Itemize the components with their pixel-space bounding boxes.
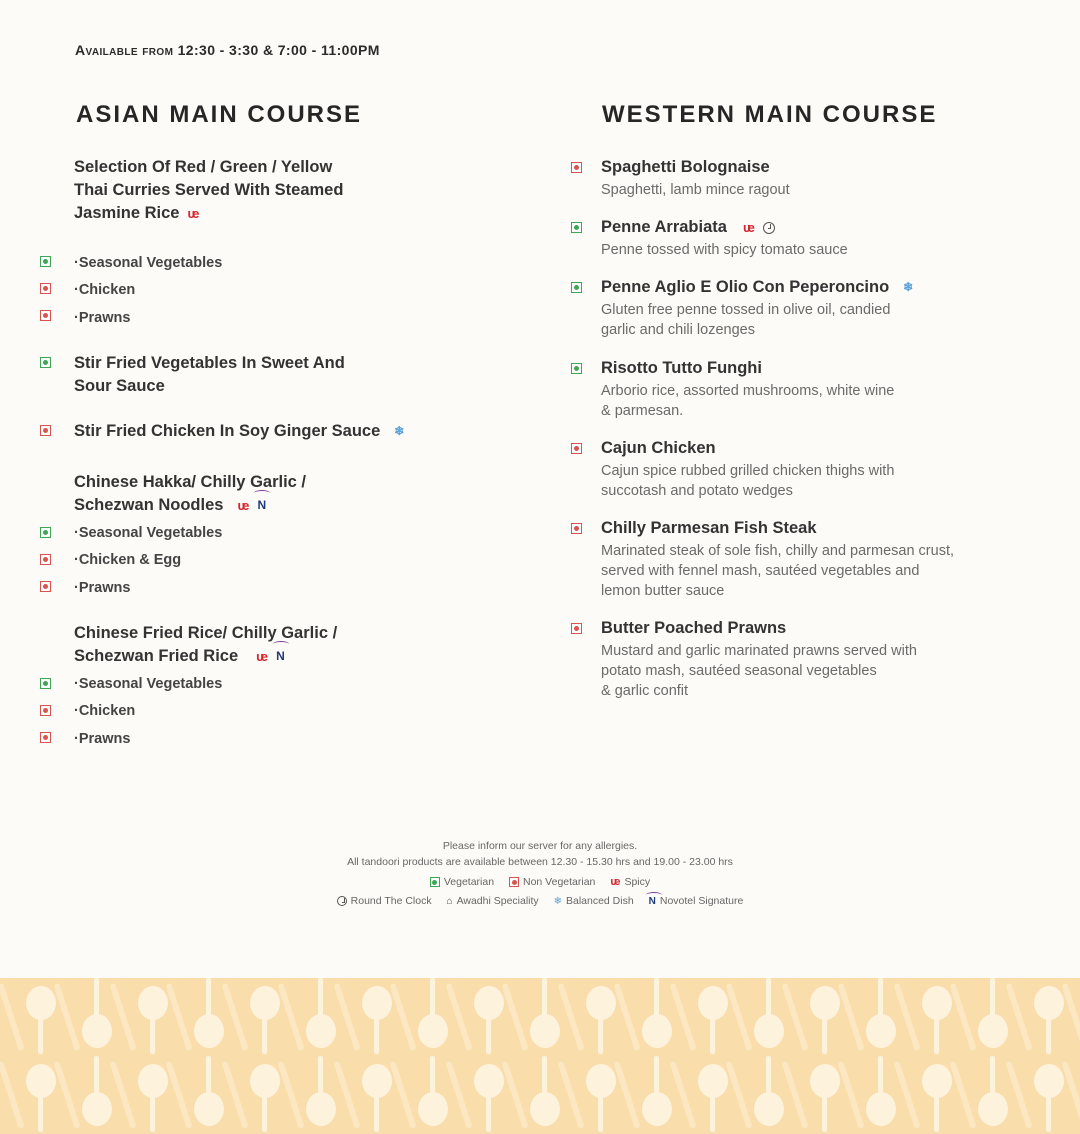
dish-noodles: [74, 471, 306, 517]
dish-name: Sour Sauce: [74, 377, 165, 395]
spicy-icon: ᵫ: [610, 876, 621, 889]
spoon-head: [474, 1064, 504, 1098]
legend-spicy: [610, 876, 650, 888]
pattern-streak: [781, 983, 808, 1051]
spoon-head: [586, 986, 616, 1020]
pattern-streak: [725, 983, 752, 1051]
spoon-head: [362, 1064, 392, 1098]
pattern-streak: [501, 983, 528, 1051]
pattern-streak: [221, 983, 248, 1051]
non-veg-mark: [40, 283, 51, 294]
legend-awadhi: [447, 895, 539, 907]
non-veg-mark: [40, 425, 51, 436]
pattern-streak: [837, 1061, 864, 1129]
dish-fish-steak: [601, 517, 954, 601]
dish-spaghetti-bolognaise: [601, 156, 790, 200]
spoon-head: [698, 986, 728, 1020]
pattern-streak: [389, 983, 416, 1051]
spoon-head: [810, 986, 840, 1020]
spoon-head: [642, 1014, 672, 1048]
dish-butter-poached-prawns: [601, 617, 917, 701]
legend-row-1: [0, 876, 1080, 888]
dish-description: lemon butter sauce: [601, 583, 725, 599]
novotel-signature-icon: N: [648, 895, 656, 907]
dish-description: succotash and potato wedges: [601, 483, 793, 499]
pattern-streak: [445, 983, 472, 1051]
legend-label: Vegetarian: [443, 876, 495, 889]
decorative-spoon-pattern: [0, 978, 1080, 1134]
legend-label: Novotel Signature: [659, 895, 744, 908]
list-item: ·Prawns: [74, 731, 131, 747]
non-veg-mark: [40, 310, 51, 321]
pattern-streak: [0, 983, 25, 1051]
spoon-head: [306, 1014, 336, 1048]
pattern-streak: [333, 983, 360, 1051]
legend-veg: [430, 876, 494, 888]
spoon-head: [754, 1092, 784, 1126]
non-veg-mark: [509, 877, 519, 887]
pattern-streak: [949, 983, 976, 1051]
dish-name: Selection Of Red / Green / Yellow: [74, 158, 333, 176]
spoon-head: [138, 986, 168, 1020]
non-veg-mark: [571, 162, 582, 173]
dish-name: Risotto Tutto Funghi: [601, 359, 762, 377]
dish-cajun-chicken: [601, 437, 894, 501]
dish-name: Chilly Parmesan Fish Steak: [601, 519, 817, 537]
availability-text: Available from 12:30 - 3:30 & 7:00 - 11:00PM: [75, 42, 380, 58]
dish-name: Thai Curries Served With Steamed: [74, 181, 344, 199]
dish-description: Cajun spice rubbed grilled chicken thighs with: [601, 463, 895, 479]
veg-mark: [40, 678, 51, 689]
spoon-head: [194, 1092, 224, 1126]
pattern-streak: [613, 983, 640, 1051]
spicy-icon: ᵫ: [256, 649, 269, 665]
spoon-head: [362, 986, 392, 1020]
balanced-icon: ❄: [553, 895, 562, 907]
list-item: ·Seasonal Vegetables: [74, 676, 223, 692]
spoon-head: [586, 1064, 616, 1098]
pattern-streak: [53, 1061, 80, 1129]
dish-name-part: Penne Aglio E Olio Con Peperoncino: [601, 278, 890, 296]
spoon-head: [530, 1014, 560, 1048]
spoon-head: [978, 1092, 1008, 1126]
dish-name: Stir Fried Vegetables In Sweet And: [74, 354, 345, 372]
pattern-streak: [557, 1061, 584, 1129]
dish-description: garlic and chili lozenges: [601, 322, 755, 339]
list-item: ·Chicken: [74, 282, 136, 298]
pattern-streak: [165, 983, 192, 1051]
pattern-streak: [389, 1061, 416, 1129]
pattern-streak: [1005, 1061, 1032, 1129]
dish-name-part: Jasmine Rice: [74, 204, 180, 222]
dish-description: Penne tossed with spicy tomato sauce: [601, 242, 848, 259]
dish-description: Spaghetti, lamb mince ragout: [601, 182, 790, 198]
pattern-streak: [1005, 983, 1032, 1051]
list-item: ·Prawns: [74, 580, 131, 596]
spoon-head: [866, 1014, 896, 1048]
dish-stir-fried-chicken: [74, 420, 404, 443]
dish-name: [74, 494, 306, 517]
spicy-icon: ᵫ: [742, 220, 755, 236]
pattern-streak: [53, 983, 80, 1051]
dish-stir-fried-vegetables: [74, 352, 345, 398]
spoon-head: [978, 1014, 1008, 1048]
pattern-streak: [781, 1061, 808, 1129]
legend-label: Round The Clock: [350, 895, 432, 908]
spoon-head: [418, 1092, 448, 1126]
asian-title: ASIAN MAIN COURSE: [76, 101, 363, 128]
pattern-streak: [837, 983, 864, 1051]
balanced-icon: ❄: [903, 280, 914, 295]
pattern-streak: [893, 983, 920, 1051]
legend-label: Balanced Dish: [565, 895, 634, 908]
pattern-streak: [613, 1061, 640, 1129]
non-veg-mark: [571, 443, 582, 454]
non-veg-mark: [40, 732, 51, 743]
dish-description: served with fennel mash, sautéed vegetables and: [601, 563, 920, 579]
pattern-streak: [669, 983, 696, 1051]
pattern-streak: [669, 1061, 696, 1129]
spoon-head: [26, 1064, 56, 1098]
spoon-head: [866, 1092, 896, 1126]
dish-name: Stir Fried Chicken In Soy Ginger Sauce: [74, 422, 381, 440]
dish-name: [601, 276, 913, 299]
dish-name-part: Schezwan Fried Rice: [74, 647, 239, 665]
pattern-streak: [109, 1061, 136, 1129]
dish-description: potato mash, sautéed seasonal vegetables: [601, 663, 877, 679]
list-item: ·Chicken & Egg: [74, 552, 182, 568]
spoon-head: [810, 1064, 840, 1098]
legend-label: Non Vegetarian: [523, 876, 596, 889]
pattern-streak: [949, 1061, 976, 1129]
dish-description: & parmesan.: [601, 403, 684, 419]
spoon-head: [250, 1064, 280, 1098]
pattern-streak: [725, 1061, 752, 1129]
legend-label: Awadhi Speciality: [456, 895, 539, 908]
spoon-head: [194, 1014, 224, 1048]
list-item: ·Seasonal Vegetables: [74, 525, 223, 541]
pattern-streak: [165, 1061, 192, 1129]
dish-penne-arrabiata: [601, 216, 848, 260]
tandoori-note: All tandoori products are available between 12.30 - 15.30 hrs and 19.00 - 23.00 hrs: [347, 856, 733, 868]
dish-name-part: Schezwan Noodles: [74, 496, 224, 514]
spoon-head: [1034, 1064, 1064, 1098]
dish-name: [601, 216, 848, 239]
pattern-streak: [1061, 1061, 1080, 1129]
non-veg-mark: [571, 523, 582, 534]
list-item: ·Seasonal Vegetables: [74, 255, 223, 271]
spoon-head: [922, 1064, 952, 1098]
dish-name: Chinese Fried Rice/ Chilly Garlic /: [74, 624, 338, 642]
dish-name-part: Penne Arrabiata: [601, 218, 727, 236]
dish-description: & garlic confit: [601, 683, 689, 699]
spoon-head: [250, 986, 280, 1020]
spoon-head: [26, 986, 56, 1020]
veg-mark: [40, 357, 51, 368]
novotel-signature-icon: N: [257, 494, 266, 517]
pattern-streak: [277, 983, 304, 1051]
dish-name: [74, 202, 343, 225]
clock-icon: [337, 896, 347, 906]
pattern-streak: [333, 1061, 360, 1129]
spoon-head: [82, 1014, 112, 1048]
veg-mark: [571, 282, 582, 293]
non-veg-mark: [40, 581, 51, 592]
dish-name: [74, 645, 337, 668]
spoon-head: [530, 1092, 560, 1126]
spoon-head: [1034, 986, 1064, 1020]
veg-mark: [40, 256, 51, 267]
pattern-streak: [893, 1061, 920, 1129]
dish-description: Arborio rice, assorted mushrooms, white wine: [601, 383, 895, 399]
dish-risotto: [601, 357, 894, 421]
western-title: WESTERN MAIN COURSE: [602, 101, 938, 128]
veg-mark: [40, 527, 51, 538]
pattern-streak: [277, 1061, 304, 1129]
legend-clock: [337, 895, 432, 907]
pattern-streak: [557, 983, 584, 1051]
novotel-signature-icon: N: [276, 645, 285, 668]
dish-name: Spaghetti Bolognaise: [601, 158, 770, 176]
balanced-icon: ❄: [394, 424, 405, 439]
spoon-head: [418, 1014, 448, 1048]
pattern-streak: [1061, 983, 1080, 1051]
dish-description: Mustard and garlic marinated prawns served with: [601, 643, 917, 659]
pattern-streak: [221, 1061, 248, 1129]
legend-row-2: [0, 895, 1080, 907]
spoon-head: [82, 1092, 112, 1126]
spicy-icon: ᵫ: [187, 206, 200, 222]
dish-name: Chinese Hakka/ Chilly Garlic /: [74, 473, 307, 491]
spoon-head: [754, 1014, 784, 1048]
legend-balanced: [554, 895, 634, 907]
list-item: ·Chicken: [74, 703, 136, 719]
legend-label: Spicy: [624, 876, 651, 889]
spoon-head: [138, 1064, 168, 1098]
dish-thai-curries: [74, 156, 343, 225]
pattern-streak: [445, 1061, 472, 1129]
dish-name: Cajun Chicken: [601, 439, 716, 457]
spoon-head: [306, 1092, 336, 1126]
non-veg-mark: [40, 705, 51, 716]
non-veg-mark: [571, 623, 582, 634]
list-item: ·Prawns: [74, 310, 131, 326]
clock-icon: [763, 222, 775, 234]
veg-mark: [571, 222, 582, 233]
pattern-streak: [109, 983, 136, 1051]
pattern-streak: [501, 1061, 528, 1129]
non-veg-mark: [40, 554, 51, 565]
spoon-head: [474, 986, 504, 1020]
dish-description: Marinated steak of sole fish, chilly and parmesan crust,: [601, 543, 954, 559]
legend-nonveg: [509, 876, 595, 888]
dish-description: Gluten free penne tossed in olive oil, candied: [601, 302, 891, 319]
dish-penne-aglio-olio: [601, 276, 913, 340]
allergy-note: Please inform our server for any allergies.: [442, 840, 638, 852]
legend-novotel: [649, 895, 744, 907]
pattern-streak: [0, 1061, 25, 1129]
veg-mark: [571, 363, 582, 374]
dish-name: Butter Poached Prawns: [601, 619, 787, 637]
spoon-head: [698, 1064, 728, 1098]
spoon-head: [922, 986, 952, 1020]
dish-fried-rice: [74, 622, 337, 668]
spicy-icon: ᵫ: [237, 498, 250, 514]
spoon-head: [642, 1092, 672, 1126]
veg-mark: [430, 877, 440, 887]
awadhi-icon: ⌂: [446, 895, 453, 907]
